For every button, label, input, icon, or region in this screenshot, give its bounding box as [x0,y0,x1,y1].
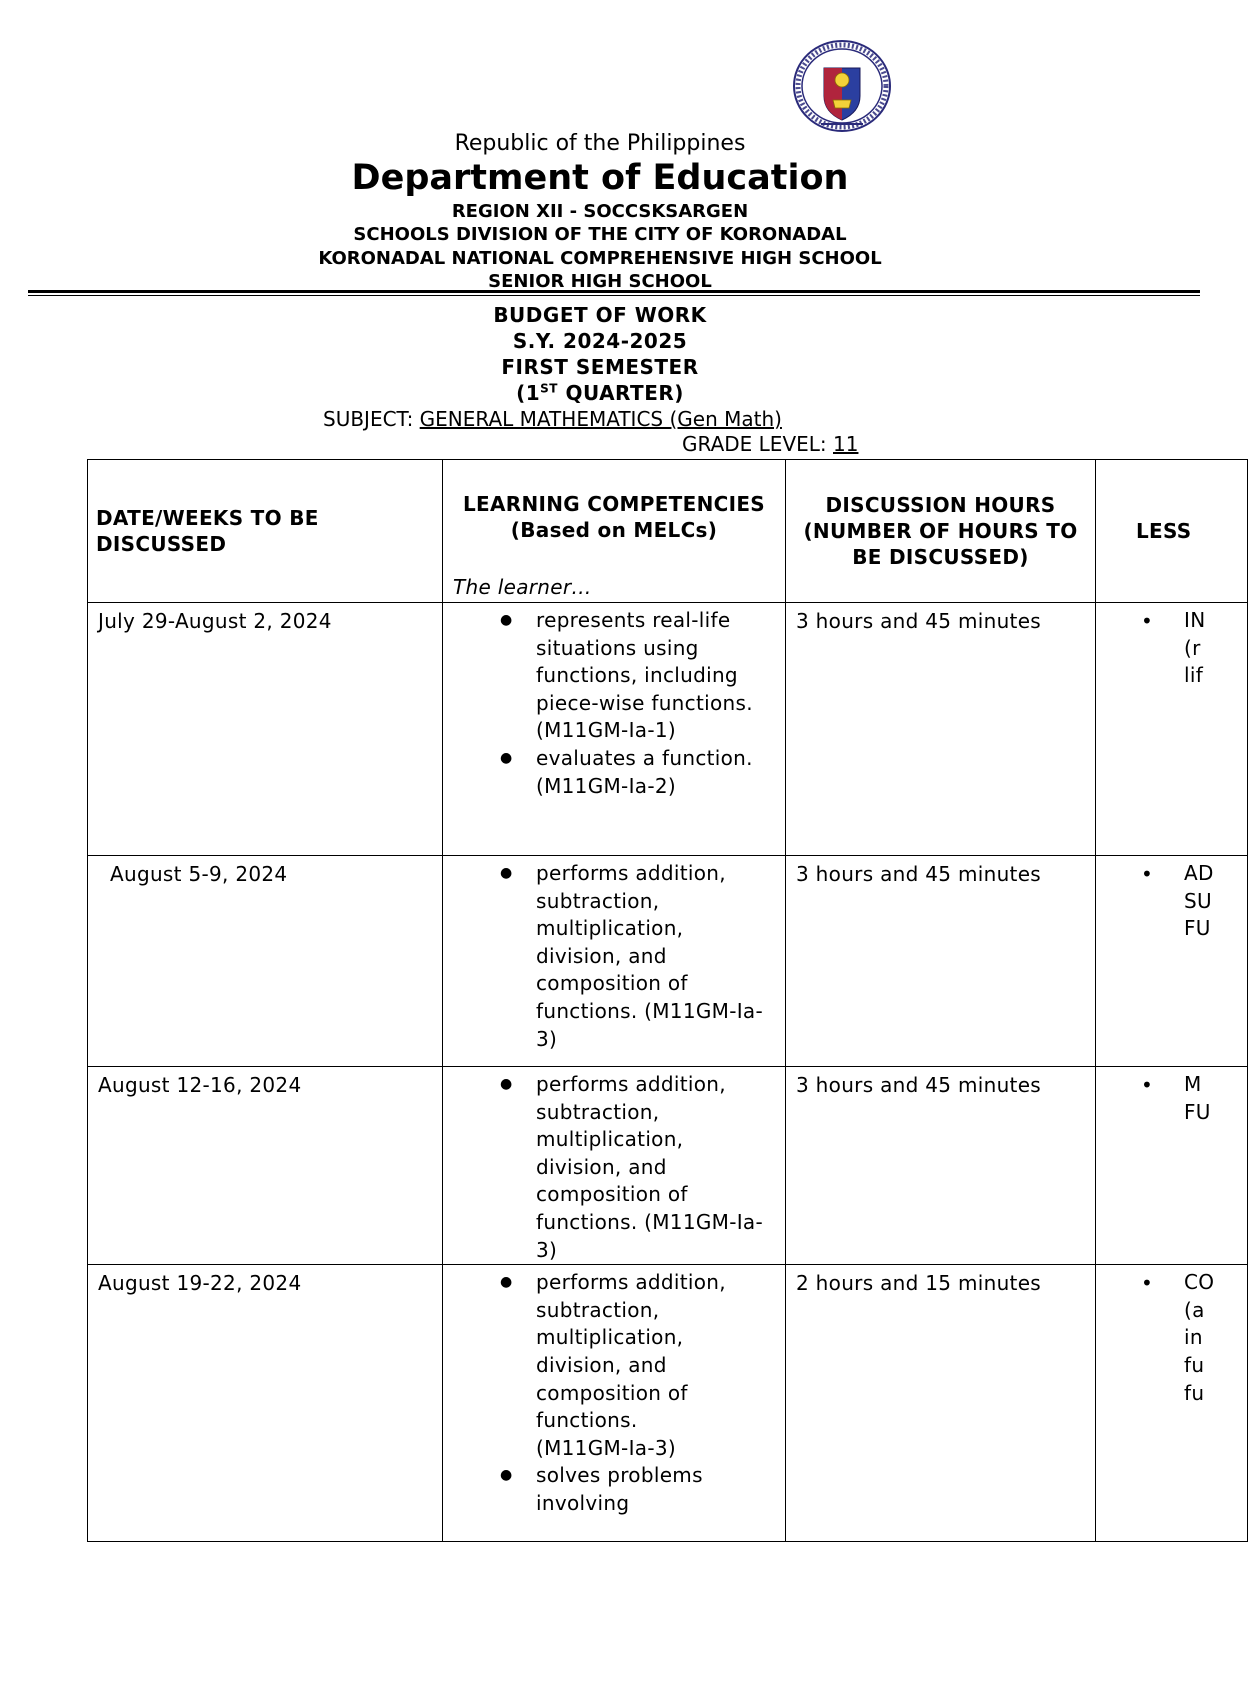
table-row [88,603,1248,856]
budget-of-work-table [87,459,1248,1542]
lesson-text: CO (a in fu fu [1184,1270,1215,1405]
header-hours: DISCUSSION HOURS (NUMBER OF HOURS TO BE DISCUSSED) [786,460,1096,603]
header-divider-thin [28,295,1200,296]
grade-value: 11 [833,432,859,456]
table-row [88,1265,1248,1542]
row-competencies [443,603,786,856]
school-year: S.Y. 2024-2025 [512,329,688,353]
header-competencies: LEARNING COMPETENCIES (Based on MELCs) The learner… [443,460,786,603]
region-label: REGION XII - SOCCSKSARGEN [451,201,749,222]
grade-level-line: GRADE LEVEL: 11 [682,432,859,456]
header-date: DATE/WEEKS TO BE DISCUSSED [88,460,443,603]
competency-item: ● evaluates a function. (M11GM-Ia-2) [536,745,756,800]
table-row [88,856,1248,1067]
competency-item: ● performs addition, subtraction, multiplication, division, and composition of functions. (M11GM-Ia-3) [536,1071,764,1264]
row-date: August 5-9, 2024 [88,856,443,1067]
subject-line: SUBJECT: GENERAL MATHEMATICS (Gen Math) [323,407,782,431]
table-header-row [88,460,1248,603]
header-lesson: LESS [1096,460,1248,603]
lesson-bullet: • [1141,1073,1154,1097]
competency-item: ● solves problems involving [536,1462,764,1517]
row-lesson [1096,1265,1248,1542]
row-date: August 12-16, 2024 [88,1067,443,1265]
row-date: August 19-22, 2024 [88,1265,443,1542]
subject-value: GENERAL MATHEMATICS (Gen Math) [419,407,782,431]
competency-item: ● performs addition, subtraction, multiplication, division, and composition of functions. (M11GM-Ia-3) [536,1269,736,1462]
header-competencies-note: The learner… [453,575,592,599]
header-divider [28,290,1200,293]
lesson-bullet: • [1141,862,1154,886]
competency-item: ● represents real-life situations using functions, including piece-wise functions. (M11GM-Ia-1) [536,607,764,745]
row-competencies [443,1067,786,1265]
row-competencies [443,856,786,1067]
document-title: BUDGET OF WORK [493,303,707,327]
row-competencies [443,1265,786,1542]
quarter-label: (1ST QUARTER) [516,381,684,405]
row-lesson [1096,1067,1248,1265]
level-label: SENIOR HIGH SCHOOL [488,271,712,292]
semester-label: FIRST SEMESTER [501,355,699,379]
lesson-bullet: • [1141,1271,1154,1296]
department-title: Department of Education [351,158,849,198]
row-hours: 2 hours and 15 minutes [786,1265,1096,1542]
republic-label: Republic of the Philippines [454,131,746,156]
row-date: July 29-August 2, 2024 [88,603,443,856]
division-label: SCHOOLS DIVISION OF THE CITY OF KORONADAL [353,224,847,245]
row-hours: 3 hours and 45 minutes [786,1067,1096,1265]
lesson-text: AD SU FU [1184,861,1214,941]
school-label: KORONADAL NATIONAL COMPREHENSIVE HIGH SCHOOL [318,248,882,269]
lesson-text: M FU [1184,1072,1211,1124]
lesson-bullet: • [1141,609,1154,633]
row-hours: 3 hours and 45 minutes [786,603,1096,856]
row-lesson [1096,603,1248,856]
deped-seal-logo [791,38,893,134]
table-row [88,1067,1248,1265]
row-lesson [1096,856,1248,1067]
competency-item: ● performs addition, subtraction, multiplication, division, and composition of functions. (M11GM-Ia-3) [536,860,764,1053]
row-hours: 3 hours and 45 minutes [786,856,1096,1067]
lesson-text: IN (r lif [1184,608,1206,688]
